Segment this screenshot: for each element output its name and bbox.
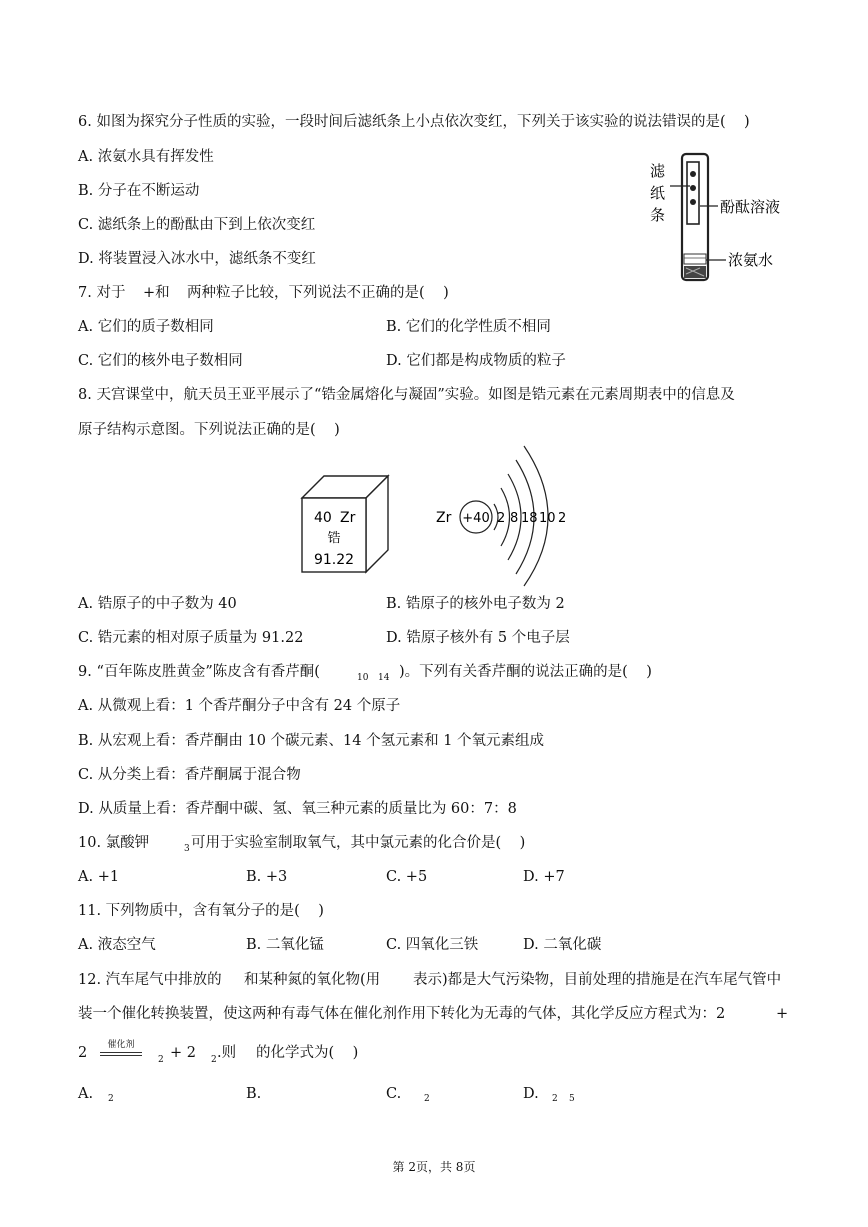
q11-stem: 11. 下列物质中，含有氧分子的是( ) — [78, 903, 324, 919]
q11-option-d: D. 二氧化碳 — [523, 937, 602, 953]
shell-2: 8 — [510, 511, 519, 526]
q8-stem-line2: 原子结构示意图。下列说法正确的是( ) — [78, 422, 340, 438]
q7-option-b: B. 它们的化学性质不相同 — [386, 319, 551, 335]
q12-eq-coefficient: 2 — [78, 1045, 88, 1061]
reagent-label: 酚酞溶液 — [720, 198, 781, 216]
q10-option-c: C. +5 — [386, 869, 428, 885]
q9-option-a: A. 从微观上看：1 个香芹酮分子中含有 24 个原子 — [78, 698, 401, 714]
element-number: 40 — [314, 510, 332, 526]
q11-option-c: C. 四氧化三铁 — [386, 937, 479, 953]
q9-option-b: B. 从宏观上看：香芹酮由 10 个碳元素、14 个氢元素和 1 个氧元素组成 — [78, 733, 545, 749]
q12-option-a: A. — [78, 1086, 94, 1102]
q8-option-b: B. 锆原子的核外电子数为 2 — [386, 596, 565, 612]
atom-nucleus: +40 — [462, 511, 490, 526]
q12-option-d: D. — [523, 1086, 539, 1102]
element-symbol: Zr — [340, 510, 356, 526]
ammonia-label: 浓氨水 — [728, 251, 774, 269]
q9-subscript-c: 10 — [357, 673, 369, 683]
shell-3: 18 — [521, 511, 538, 526]
q12-stem-1b: 和某种氮的氧化物(用 — [244, 972, 381, 988]
q12-option-d-subscript-1: 2 — [552, 1094, 558, 1104]
q12-stem-1c: 表示)都是大气污染物，目前处理的措施是在汽车尾气管中 — [413, 972, 782, 988]
q9-stem-a: 9. “百年陈皮胜黄金”陈皮含有香芹酮( — [78, 664, 320, 680]
atom-symbol: Zr — [436, 510, 452, 526]
q12-catalyst-label: 催化剂 — [107, 1040, 135, 1050]
ammonia-test-tube-figure — [640, 150, 800, 290]
element-mass: 91.22 — [313, 552, 355, 568]
q7-stem-c: 两种粒子比较，下列说法不正确的是( ) — [187, 285, 449, 301]
q6-option-a: A. 浓氨水具有挥发性 — [78, 149, 214, 165]
q10-option-b: B. +3 — [246, 869, 288, 885]
q9-option-c: C. 从分类上看：香芹酮属于混合物 — [78, 767, 301, 783]
shell-5: 2 — [558, 511, 567, 526]
q9-subscript-h: 14 — [378, 673, 390, 683]
q12-eq-then: .则 — [217, 1045, 237, 1061]
element-name: 锆 — [327, 531, 341, 546]
q12-catalyst-arrow — [100, 1040, 142, 1056]
shell-1: 2 — [497, 511, 506, 526]
q12-option-a-subscript: 2 — [108, 1094, 114, 1104]
q7-option-a: A. 它们的质子数相同 — [78, 319, 214, 335]
q12-option-b: B. — [246, 1086, 262, 1102]
q10-stem-a: 10. 氯酸钾 — [78, 835, 150, 851]
filter-strip-label-3: 条 — [650, 206, 666, 224]
q8-stem-line1: 8. 天宫课堂中，航天员王亚平展示了“锆金属熔化与凝固”实验。如图是锆元素在元素周期表中的信息及 — [78, 387, 735, 403]
q7-option-c: C. 它们的核外电子数相同 — [78, 353, 243, 369]
filter-strip-label-1: 滤 — [650, 162, 666, 180]
q10-option-d: D. +7 — [523, 869, 565, 885]
q10-subscript: 3 — [184, 844, 190, 854]
q12-option-c: C. — [386, 1086, 402, 1102]
filter-strip-label-2: 纸 — [650, 184, 666, 202]
q12-stem-2-plus: + — [776, 1006, 789, 1022]
q10-option-a: A. +1 — [78, 869, 120, 885]
q11-option-b: B. 二氧化锰 — [246, 937, 324, 953]
shell-4: 10 — [539, 511, 556, 526]
q12-eq-question: 的化学式为( ) — [256, 1045, 359, 1061]
q8-option-a: A. 锆原子的中子数为 40 — [78, 596, 237, 612]
q10-stem-b: 可用于实验室制取氧气，其中氯元素的化合价是( ) — [191, 835, 526, 851]
q7-stem-b: +和 — [143, 285, 170, 301]
q12-stem-1a: 12. 汽车尾气中排放的 — [78, 972, 222, 988]
q9-option-d: D. 从质量上看：香芹酮中碳、氢、氧三种元素的质量比为 60：7：8 — [78, 801, 517, 817]
q6-option-d: D. 将装置浸入冰水中，滤纸条不变红 — [78, 251, 316, 267]
zirconium-figure — [296, 440, 586, 590]
q9-stem-b: )。下列有关香芹酮的说法正确的是( ) — [399, 664, 652, 680]
q12-stem-2: 装一个催化转换装置，使这两种有毒气体在催化剂作用下转化为无毒的气体，其化学反应方程式为：2 — [78, 1006, 726, 1022]
q12-option-d-subscript-2: 5 — [569, 1094, 575, 1104]
q7-option-d: D. 它们都是构成物质的粒子 — [386, 353, 566, 369]
q6-option-b: B. 分子在不断运动 — [78, 183, 200, 199]
q8-option-d: D. 锆原子核外有 5 个电子层 — [386, 630, 570, 646]
q12-option-c-subscript: 2 — [424, 1094, 430, 1104]
q7-stem-a: 7. 对于 — [78, 285, 126, 301]
q8-option-c: C. 锆元素的相对原子质量为 91.22 — [78, 630, 304, 646]
q6-option-c: C. 滤纸条上的酚酞由下到上依次变红 — [78, 217, 316, 233]
q11-option-a: A. 液态空气 — [78, 937, 156, 953]
q12-eq-subscript-2: 2 — [211, 1055, 217, 1065]
page-footer: 第 2页，共 8页 — [392, 1160, 476, 1174]
q12-eq-plus-2: + 2 — [170, 1045, 196, 1061]
q6-stem: 6. 如图为探究分子性质的实验，一段时间后滤纸条上小点依次变红，下列关于该实验的说法错误的是( ) — [78, 114, 750, 130]
q12-eq-subscript-1: 2 — [158, 1055, 164, 1065]
